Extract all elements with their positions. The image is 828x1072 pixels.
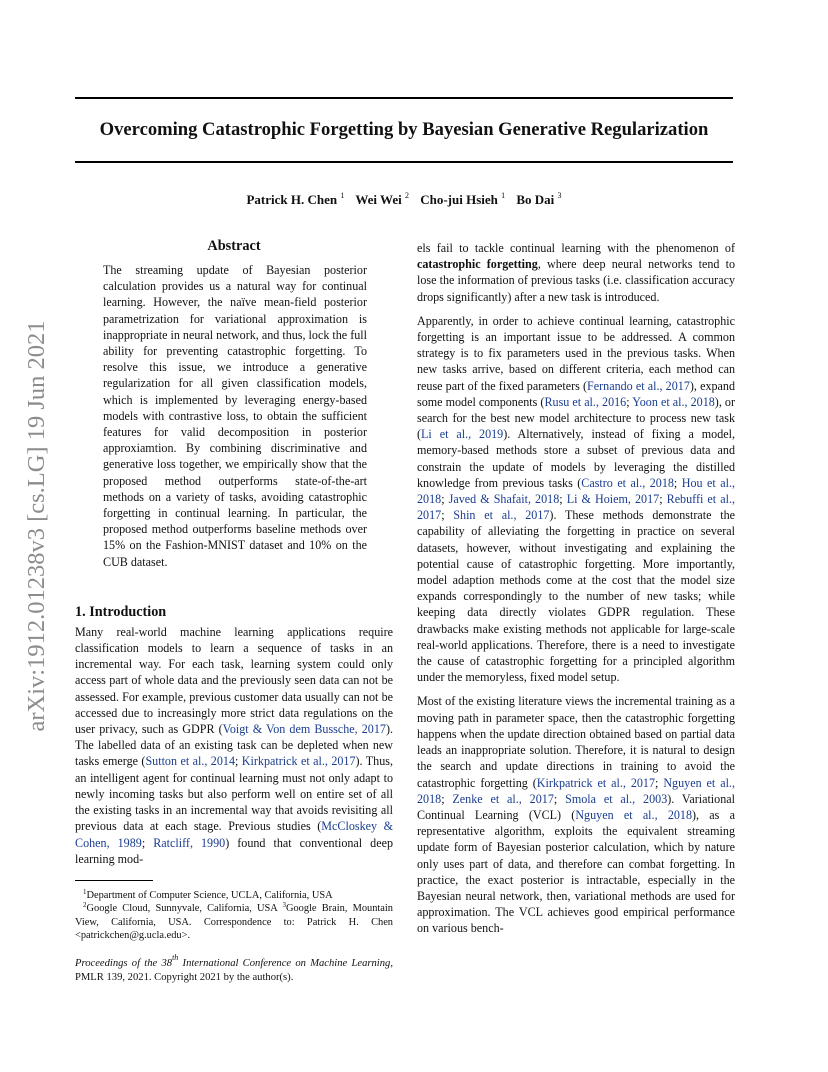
author-name: Bo Dai (516, 192, 555, 207)
intro-paragraph: Many real-world machine learning applications require classification models to learn a sequence of tasks in an incremental way. For each task, learning system could only access part of whole data and the previously seen data can not be assessed. For example, previous customer data usually can not be accessed due to increasingly more strict data regulations on the user privacy, such as GDPR (Voigt & Von dem Bussche, 2017). The labelled data of an existing task can be depleted when new tasks emerge (Sutton et al., 2014; Kirkpatrick et al., 2017). Thus, an intelligent agent for continual learning must not only adapt to newly incoming tasks but also perform well on entire set of all the existing tasks in an incremental way that avoids revisiting all previous data at each stage. Previous studies (McCloskey & Cohen, 1989; Ratcliff, 1990) found that conventional deep learning mod- (75, 624, 394, 866)
keyword-emphasis: catastrophic forgetting (417, 257, 538, 272)
intro-paragraph: Most of the existing literature views the incremental training as a moving path in parameter space, then the catastrophic forgetting happens when the update direction obtained based on partial data leads an inappropriate solution. Therefore, it is natural to design the search and update directions in training to avoid the catastrophic forgetting (Kirkpatrick et al., 2017; Nguyen et al., 2018; Zenke et al., 2017; Smola et al., 2003). Variational Continual Learning (VCL) (Nguyen et al., 2018), as a representative algorithm, exploits the equivalent streaming update form of Bayesian posterior calculation, which by nature only uses part of data, and therefore can combat forgetting. In practice, the exact posterior is intractable, especially in the Bayesian neural network, then, variational methods are used for approximation. The VCL achieves good empirical performance on various bench- (417, 694, 735, 936)
right-column (417, 240, 735, 937)
citation-link[interactable]: Rusu et al., 2016 (544, 394, 627, 409)
title-rule-top (75, 97, 733, 99)
citation-link[interactable]: Li & Hoiem, 2017 (566, 492, 660, 507)
citation-link[interactable]: Zenke et al., 2017 (452, 791, 554, 806)
footnote: $^2$Google Cloud, Sunnyvale, California, USA $^3$Google Brain, Mountain View, California, USA. Correspondence to: Patrick H. Chen <patrickchen@g.ucla.edu>. (75, 901, 393, 942)
citation-link[interactable]: McCloskey & Cohen, 1989 (75, 819, 393, 850)
section-heading-introduction: 1. Introduction (75, 603, 167, 620)
arxiv-identifier-stamp: arXiv:1912.01238v3 [cs.LG] 19 Jun 2021 (23, 320, 50, 732)
citation-link[interactable]: Rebuffi et al., 2017 (417, 492, 735, 523)
citation-link[interactable]: Voigt & Von dem Bussche, 2017 (222, 722, 386, 737)
citation-link[interactable]: Li et al., 2019 (421, 427, 504, 442)
citation-link[interactable]: Fernando et al., 2017 (587, 378, 690, 393)
citation-link[interactable]: Castro et al., 2018 (581, 475, 674, 490)
affiliation-footnotes (75, 889, 393, 943)
paper-title: Overcoming Catastrophic Forgetting by Bayesian Generative Regularization (99, 119, 709, 140)
citation-link[interactable]: Ratcliff, 1990 (153, 835, 226, 850)
citation-link[interactable]: Hou et al., 2018 (417, 475, 735, 507)
author-affiliation-mark: 2 (404, 191, 409, 200)
intro-paragraph: Apparently, in order to achieve continual learning, catastrophic forgetting is an important issue to be addressed. A common strategy is to fix parameters used in the previous tasks. When new tasks arrive, based on different criteria, each method can reuse part of the fixed parameters (Fernando et al., 2017), expand some model components (Rusu et al., 2016; Yoon et al., 2018), or search for the best new model architecture to process new task (Li et al., 2019). Alternatively, instead of fixing a model, memory-based methods store a subset of previous data and constrain the update of models by leveraging the distilled knowledge from previous tasks (Castro et al., 2018; Hou et al., 2018; Javed & Shafait, 2018; Li & Hoiem, 2017; Rebuffi et al., 2017; Shin et al., 2017). These methods demonstrate the capability of alleviating the forgetting in practice on several datasets, however, without investigating and explaining the potential cause of catastrophic forgetting. More importantly, model adaption methods come at the cost that the model size expands correspondingly to the number of new tasks; while keeping data directly violates GDPR regulation. These drawbacks make existing methods not applicable for large-scale real-world applications. Therefore, there is a need to investigate the cause of catastrophic forgetting for a principled algorithm under the memoryless, fixed model setup. (417, 313, 736, 685)
author-affiliation-mark: 1 (340, 191, 345, 200)
author-affiliation-mark: 3 (557, 191, 562, 200)
author-list (75, 191, 733, 209)
citation-link[interactable]: Kirkpatrick et al., 2017 (536, 775, 656, 790)
abstract-body: The streaming update of Bayesian posterior calculation provides us a natural way for continual learning. However, the naïve mean-field posterior parametrization for variational approximation is inappropriate in neural network, and thus, lock the full ability for preventing catastrophic forgetting. To resolve this issue, we introduce a generative regularization for all given classification models, which is implemented by leveraging energy-based models with contrastive loss, to obtain the sufficient features for valid decomposition in posterior approxiamtion. By combining discriminative and generative loss together, we empirically show that the proposed method outperforms state-of-the-art methods on a variety of tasks, avoiding catastrophic forgetting in continual learning. In particular, the proposed method outperforms baseline methods over 15% on the Fashion-MNIST dataset and 10% on the CUB dataset. (103, 263, 367, 569)
citation-link[interactable]: Nguyen et al., 2018 (417, 775, 735, 806)
proceedings-notice: Proceedings of the 38th International Conference on Machine Learning, PMLR 139, 2021. Copyright 2021 by the author(s). (75, 952, 393, 983)
citation-link[interactable]: Smola et al., 2003 (565, 791, 668, 806)
citation-link[interactable]: Nguyen et al., 2018 (575, 807, 693, 822)
intro-paragraph: els fail to tackle continual learning with the phenomenon of catastrophic forgetting, where deep neural networks tend to lose the information of previous tasks (i.e. classification accuracy drops significantly) after a new task is introduced. (417, 241, 735, 304)
footnote: $^1$Department of Computer Science, UCLA, California, USA (83, 887, 333, 901)
citation-link[interactable]: Yoon et al., 2018 (632, 394, 715, 409)
citation-link[interactable]: Shin et al., 2017 (453, 508, 550, 523)
author-name: Patrick H. Chen (246, 192, 338, 207)
author-affiliation-mark: 1 (501, 191, 506, 200)
author-name: Wei Wei (355, 192, 402, 207)
citation-link[interactable]: Javed & Shafait, 2018 (448, 492, 560, 507)
abstract-heading: Abstract (207, 238, 261, 254)
left-column (75, 236, 393, 985)
title-rule-bottom (75, 161, 733, 163)
author-name: Cho-jui Hsieh (420, 192, 498, 207)
citation-link[interactable]: Sutton et al., 2014 (145, 754, 235, 769)
citation-link[interactable]: Kirkpatrick et al., 2017 (241, 754, 356, 769)
footnote-divider (75, 880, 153, 881)
